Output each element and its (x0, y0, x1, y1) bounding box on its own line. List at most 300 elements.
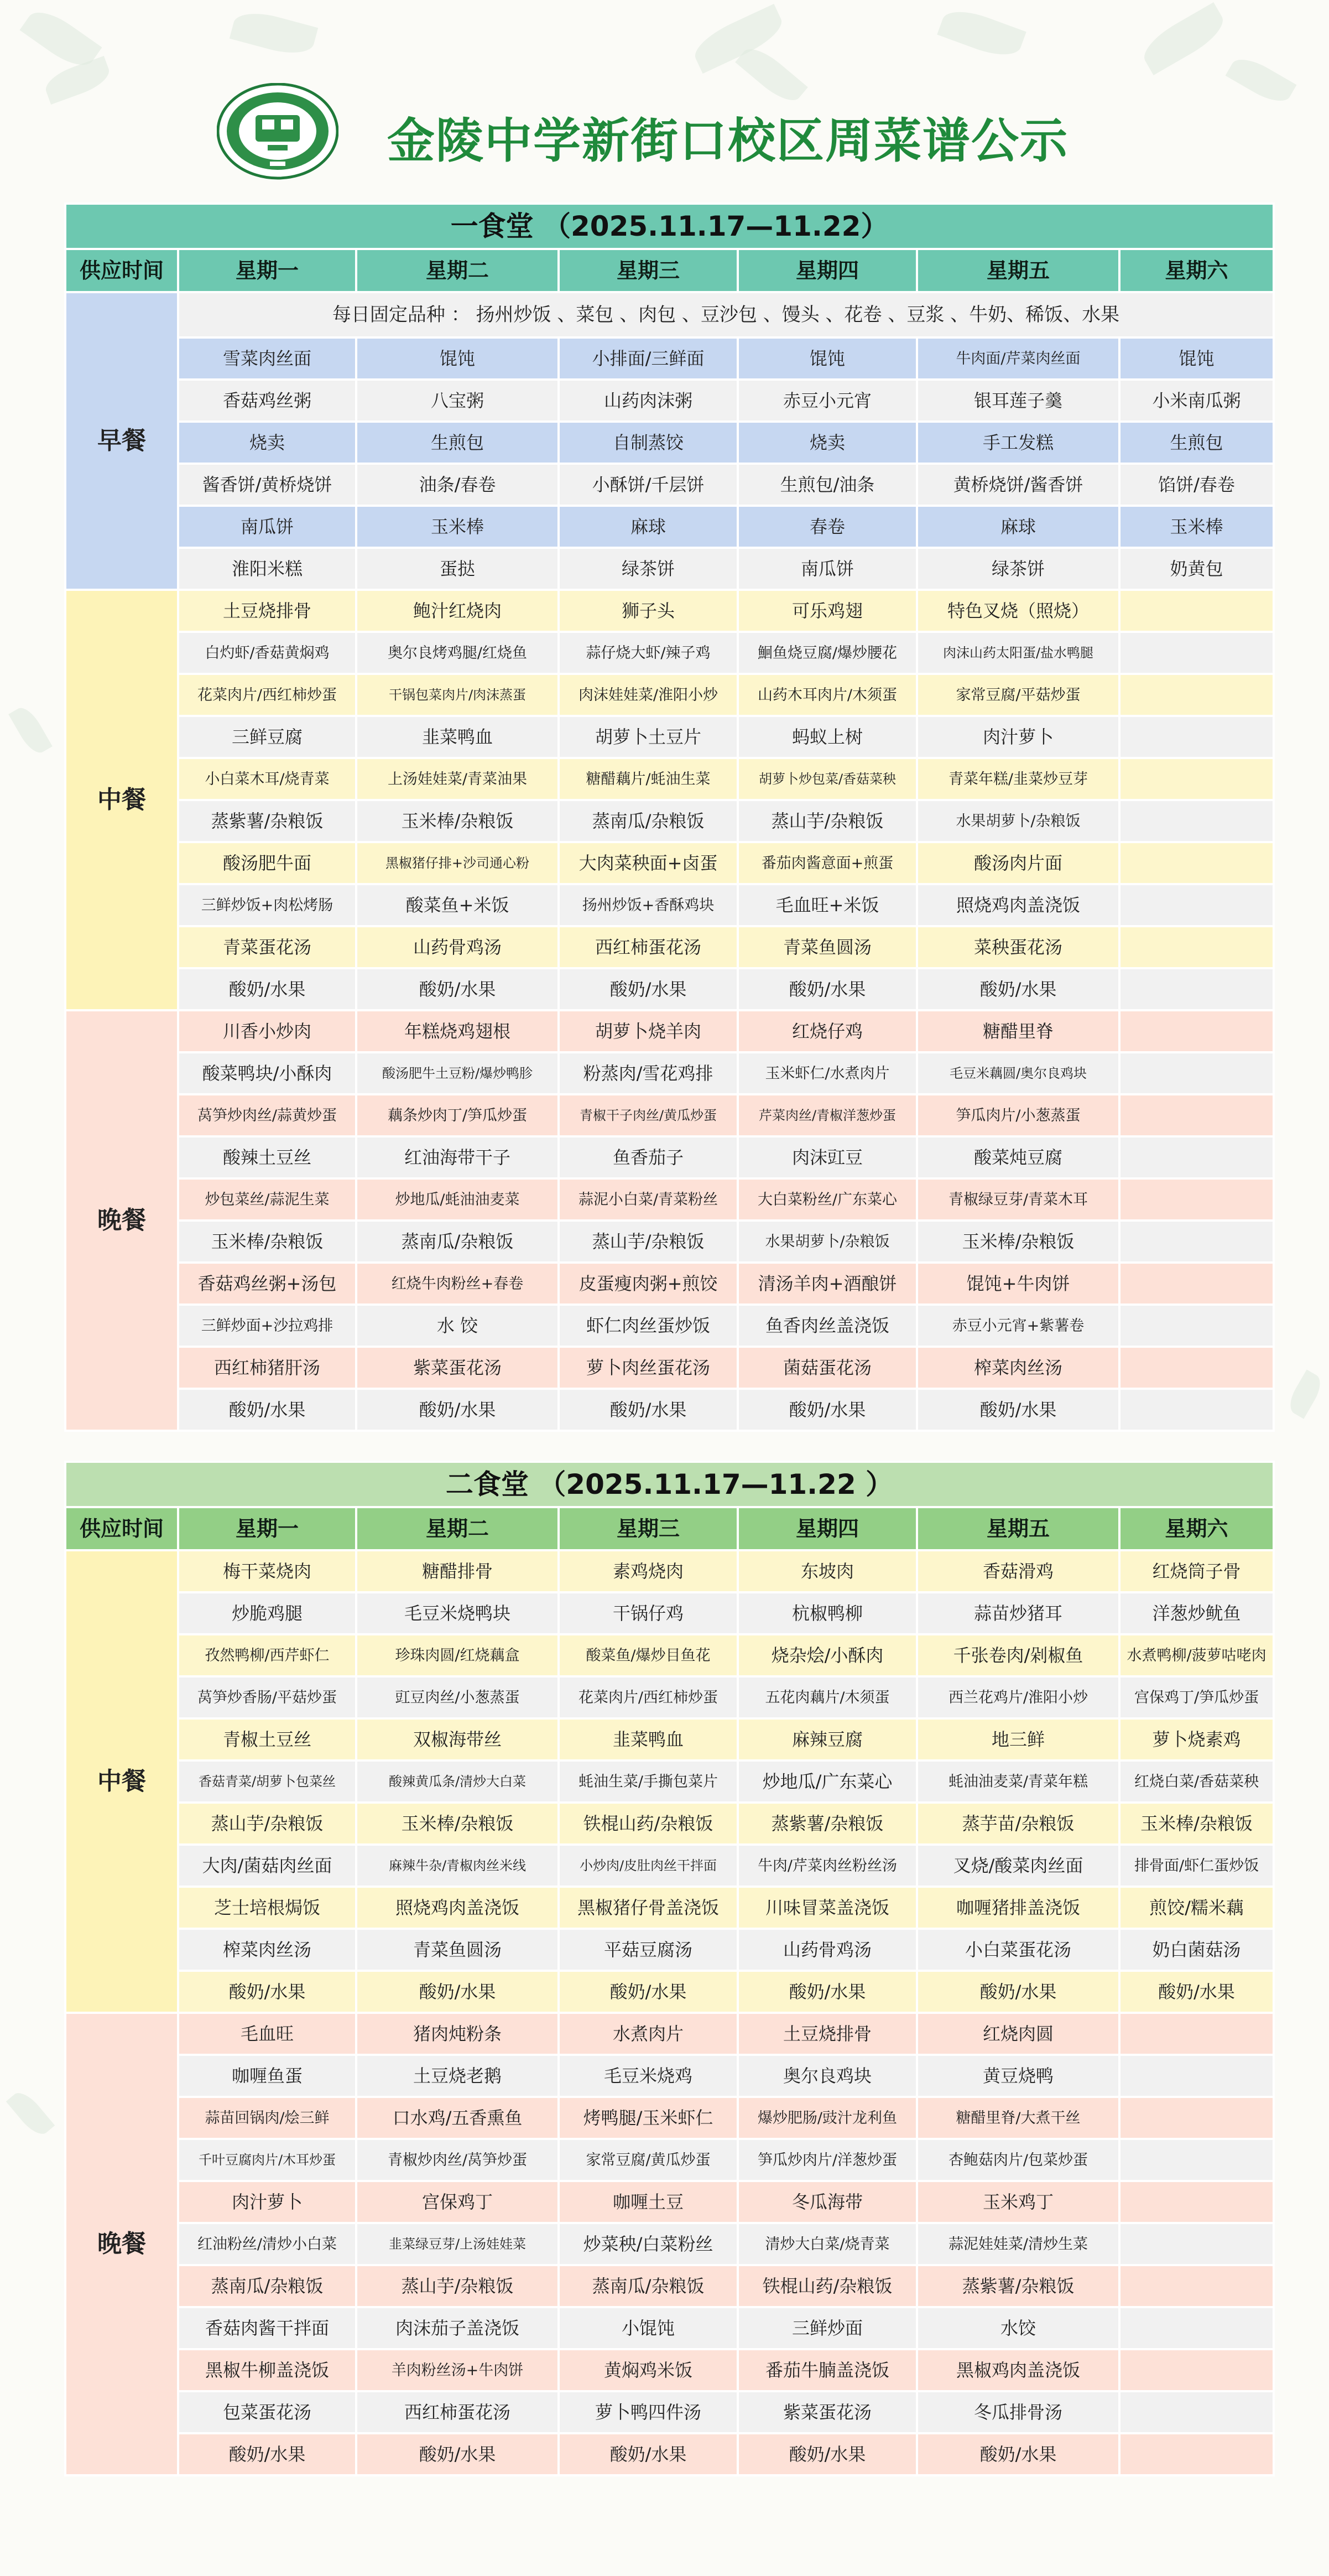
canteen1-lunch-r4-c3: 胡萝卜炒包菜/香菇菜秧 (738, 758, 917, 800)
canteen1-dinner-r2-c4: 笋瓜肉片/小葱蒸蛋 (917, 1094, 1119, 1136)
table-row (65, 2013, 1274, 2055)
canteen1-breakfast-r1-c4: 银耳莲子羹 (917, 380, 1119, 422)
canteen1-dinner-r0-c2: 胡萝卜烧羊肉 (559, 1010, 738, 1052)
canteen1-dinner-r0-c3: 红烧仔鸡 (738, 1010, 917, 1052)
canteen1-dinner-r7-c0: 三鲜炒面+沙拉鸡排 (178, 1305, 356, 1347)
canteen1-breakfast-r3-c3: 生煎包/油条 (738, 464, 917, 506)
canteen2-lunch-label: 中餐 (65, 1550, 178, 2013)
table-row (65, 1178, 1274, 1221)
canteen2-dinner-r8-c1: 羊肉粉丝汤+牛肉饼 (356, 2349, 559, 2391)
canteen2-dinner-r9-c2: 萝卜鸭四件汤 (559, 2391, 738, 2433)
canteen2-lunch-r4-c4: 地三鲜 (917, 1718, 1119, 1760)
canteen1-breakfast-r5-c3: 南瓜饼 (738, 548, 917, 590)
canteen1-dinner-r8-c4: 榨菜肉丝汤 (917, 1347, 1119, 1389)
canteen2-lunch-r0-c1: 糖醋排骨 (356, 1550, 559, 1592)
canteen2-lunch-r2-c2: 酸菜鱼/爆炒目鱼花 (559, 1634, 738, 1676)
canteen1-breakfast-r3-c5: 馅饼/春卷 (1119, 464, 1274, 506)
canteen2-lunch-r9-c3: 山药骨鸡汤 (738, 1929, 917, 1971)
canteen2-dinner-r7-c0: 香菇肉酱干拌面 (178, 2307, 356, 2349)
canteen2-dinner-r4-c3: 冬瓜海带 (738, 2181, 917, 2223)
canteen2-dinner-r5-c3: 清炒大白菜/烧青菜 (738, 2223, 917, 2265)
canteen2-menu-table (64, 1461, 1275, 2476)
canteen1-lunch-r3-c0: 三鲜豆腐 (178, 716, 356, 758)
table-row (65, 1971, 1274, 2013)
canteen1-dinner-r4-c5 (1119, 1178, 1274, 1221)
canteen1-dinner-r2-c1: 藕条炒肉丁/笋瓜炒蛋 (356, 1094, 559, 1136)
canteen1-dinner-r6-c2: 皮蛋瘦肉粥+煎饺 (559, 1263, 738, 1305)
canteen2-title: 二食堂 （2025.11.17—11.22 ） (65, 1462, 1274, 1507)
canteen1-lunch-r7-c5 (1119, 884, 1274, 926)
canteen1-lunch-r8-c4: 菜秧蛋花汤 (917, 926, 1119, 968)
canteen2-dinner-r0-c3: 土豆烧排骨 (738, 2013, 917, 2055)
canteen2-dinner-r3-c5 (1119, 2139, 1274, 2181)
table-row (65, 1347, 1274, 1389)
table-row (65, 674, 1274, 716)
canteen2-lunch-r0-c5: 红烧筒子骨 (1119, 1550, 1274, 1592)
canteen2-lunch-r7-c1: 麻辣牛杂/青椒肉丝米线 (356, 1845, 559, 1887)
canteen1-lunch-r0-c2: 狮子头 (559, 590, 738, 632)
canteen1-dinner-r0-c4: 糖醋里脊 (917, 1010, 1119, 1052)
canteen1-dinner-r1-c5 (1119, 1052, 1274, 1094)
canteen1-lunch-r2-c5 (1119, 674, 1274, 716)
canteen1-header-6: 星期六 (1119, 249, 1274, 292)
canteen1-breakfast-r1-c5: 小米南瓜粥 (1119, 380, 1274, 422)
canteen1-lunch-r4-c1: 上汤娃娃菜/青菜油果 (356, 758, 559, 800)
canteen1-lunch-r0-c4: 特色叉烧（照烧） (917, 590, 1119, 632)
table-row (65, 926, 1274, 968)
table-row (65, 2097, 1274, 2139)
canteen1-header-1: 星期一 (178, 249, 356, 292)
canteen2-lunch-r9-c2: 平菇豆腐汤 (559, 1929, 738, 1971)
canteen1-dinner-r8-c2: 萝卜肉丝蛋花汤 (559, 1347, 738, 1389)
table-row (65, 2181, 1274, 2223)
canteen2-lunch-r8-c1: 照烧鸡肉盖浇饭 (356, 1887, 559, 1929)
canteen2-lunch-r6-c0: 蒸山芋/杂粮饭 (178, 1803, 356, 1845)
canteen1-menu-table (64, 202, 1275, 1432)
table-row (65, 842, 1274, 884)
canteen2-dinner-r1-c5 (1119, 2055, 1274, 2097)
canteen1-breakfast-r1-c3: 赤豆小元宵 (738, 380, 917, 422)
canteen2-lunch-r7-c0: 大肉/菌菇肉丝面 (178, 1845, 356, 1887)
canteen1-dinner-r6-c4: 馄饨+牛肉饼 (917, 1263, 1119, 1305)
canteen1-dinner-r1-c2: 粉蒸肉/雪花鸡排 (559, 1052, 738, 1094)
canteen1-dinner-r9-c3: 酸奶/水果 (738, 1389, 917, 1431)
canteen1-dinner-r3-c1: 红油海带干子 (356, 1136, 559, 1178)
canteen2-lunch-r1-c3: 杭椒鸭柳 (738, 1592, 917, 1634)
canteen1-dinner-r0-c0: 川香小炒肉 (178, 1010, 356, 1052)
canteen1-lunch-r5-c4: 水果胡萝卜/杂粮饭 (917, 800, 1119, 842)
canteen2-lunch-r5-c3: 炒地瓜/广东菜心 (738, 1760, 917, 1803)
canteen1-lunch-r3-c5 (1119, 716, 1274, 758)
canteen2-dinner-r3-c3: 笋瓜炒肉片/洋葱炒蛋 (738, 2139, 917, 2181)
canteen1-dinner-r2-c3: 芹菜肉丝/青椒洋葱炒蛋 (738, 1094, 917, 1136)
canteen1-breakfast-r3-c2: 小酥饼/千层饼 (559, 464, 738, 506)
canteen1-dinner-r1-c3: 玉米虾仁/水煮肉片 (738, 1052, 917, 1094)
canteen1-dinner-r9-c5 (1119, 1389, 1274, 1431)
canteen1-dinner-r5-c3: 水果胡萝卜/杂粮饭 (738, 1221, 917, 1263)
canteen1-dinner-r6-c3: 清汤羊肉+酒酿饼 (738, 1263, 917, 1305)
canteen2-lunch-r0-c0: 梅干菜烧肉 (178, 1550, 356, 1592)
table-row (65, 2433, 1274, 2475)
canteen1-dinner-r3-c2: 鱼香茄子 (559, 1136, 738, 1178)
canteen1-lunch-r0-c0: 土豆烧排骨 (178, 590, 356, 632)
canteen2-header-5: 星期五 (917, 1507, 1119, 1550)
canteen2-dinner-r7-c1: 肉沫茄子盖浇饭 (356, 2307, 559, 2349)
canteen1-lunch-r5-c0: 蒸紫薯/杂粮饭 (178, 800, 356, 842)
canteen1-breakfast-r1-c2: 山药肉沫粥 (559, 380, 738, 422)
canteen1-dinner-r2-c5 (1119, 1094, 1274, 1136)
canteen2-dinner-r9-c3: 紫菜蛋花汤 (738, 2391, 917, 2433)
canteen2-lunch-r4-c0: 青椒土豆丝 (178, 1718, 356, 1760)
canteen2-dinner-r2-c0: 蒜苗回锅肉/烩三鲜 (178, 2097, 356, 2139)
canteen2-header-6: 星期六 (1119, 1507, 1274, 1550)
canteen1-breakfast-r2-c1: 生煎包 (356, 422, 559, 464)
table-row (65, 1845, 1274, 1887)
canteen1-breakfast-r4-c5: 玉米棒 (1119, 506, 1274, 548)
canteen1-lunch-r2-c0: 花菜肉片/西红柿炒蛋 (178, 674, 356, 716)
canteen1-breakfast-r5-c0: 淮阳米糕 (178, 548, 356, 590)
canteen2-dinner-r1-c2: 毛豆米烧鸡 (559, 2055, 738, 2097)
canteen2-lunch-r1-c2: 干锅仔鸡 (559, 1592, 738, 1634)
canteen1-lunch-r0-c3: 可乐鸡翅 (738, 590, 917, 632)
canteen2-lunch-r4-c3: 麻辣豆腐 (738, 1718, 917, 1760)
canteen2-lunch-r0-c4: 香菇滑鸡 (917, 1550, 1119, 1592)
canteen2-lunch-r1-c4: 蒜苗炒猪耳 (917, 1592, 1119, 1634)
canteen1-lunch-r3-c3: 蚂蚁上树 (738, 716, 917, 758)
canteen2-dinner-r5-c0: 红油粉丝/清炒小白菜 (178, 2223, 356, 2265)
canteen1-lunch-r7-c1: 酸菜鱼+米饭 (356, 884, 559, 926)
canteen1-dinner-label: 晚餐 (65, 1010, 178, 1431)
canteen1-lunch-r1-c5 (1119, 632, 1274, 674)
canteen1-lunch-r7-c0: 三鲜炒饭+肉松烤肠 (178, 884, 356, 926)
canteen1-dinner-r8-c1: 紫菜蛋花汤 (356, 1347, 559, 1389)
canteen2-lunch-r3-c5: 宫保鸡丁/笋瓜炒蛋 (1119, 1676, 1274, 1718)
canteen1-dinner-r1-c0: 酸菜鸭块/小酥肉 (178, 1052, 356, 1094)
canteen2-dinner-r10-c0: 酸奶/水果 (178, 2433, 356, 2475)
canteen1-lunch-r5-c5 (1119, 800, 1274, 842)
canteen2-lunch-r8-c0: 芝士培根焗饭 (178, 1887, 356, 1929)
canteen1-dinner-r2-c2: 青椒干子肉丝/黄瓜炒蛋 (559, 1094, 738, 1136)
canteen1-dinner-r3-c0: 酸辣土豆丝 (178, 1136, 356, 1178)
canteen2-dinner-r6-c0: 蒸南瓜/杂粮饭 (178, 2265, 356, 2307)
canteen1-dinner-r1-c4: 毛豆米藕圆/奥尔良鸡块 (917, 1052, 1119, 1094)
canteen1-lunch-r7-c4: 照烧鸡肉盖浇饭 (917, 884, 1119, 926)
table-row (65, 1887, 1274, 1929)
table-row (65, 716, 1274, 758)
canteen1-title: 一食堂 （2025.11.17—11.22） (65, 204, 1274, 249)
canteen2-lunch-r4-c2: 韭菜鸭血 (559, 1718, 738, 1760)
table-row (65, 2139, 1274, 2181)
canteen1-lunch-r4-c4: 青菜年糕/韭菜炒豆芽 (917, 758, 1119, 800)
table-row (65, 1676, 1274, 1718)
canteen1-breakfast-r4-c1: 玉米棒 (356, 506, 559, 548)
canteen2-lunch-r7-c3: 牛肉/芹菜肉丝粉丝汤 (738, 1845, 917, 1887)
canteen2-lunch-r3-c0: 莴笋炒香肠/平菇炒蛋 (178, 1676, 356, 1718)
canteen1-lunch-r5-c1: 玉米棒/杂粮饭 (356, 800, 559, 842)
canteen2-lunch-r9-c0: 榨菜肉丝汤 (178, 1929, 356, 1971)
canteen1-dinner-r4-c0: 炒包菜丝/蒜泥生菜 (178, 1178, 356, 1221)
canteen2-lunch-r8-c4: 咖喱猪排盖浇饭 (917, 1887, 1119, 1929)
table-row (65, 548, 1274, 590)
canteen1-lunch-r9-c4: 酸奶/水果 (917, 968, 1119, 1010)
canteen1-dinner-r1-c1: 酸汤肥牛土豆粉/爆炒鸭胗 (356, 1052, 559, 1094)
table-row (65, 1929, 1274, 1971)
canteen2-dinner-r4-c0: 肉汁萝卜 (178, 2181, 356, 2223)
canteen2-lunch-r1-c1: 毛豆米烧鸭块 (356, 1592, 559, 1634)
canteen2-header-4: 星期四 (738, 1507, 917, 1550)
canteen2-dinner-r7-c4: 水饺 (917, 2307, 1119, 2349)
canteen1-dinner-r5-c4: 玉米棒/杂粮饭 (917, 1221, 1119, 1263)
canteen1-dinner-r5-c0: 玉米棒/杂粮饭 (178, 1221, 356, 1263)
canteen1-lunch-r9-c1: 酸奶/水果 (356, 968, 559, 1010)
canteen2-dinner-r1-c4: 黄豆烧鸭 (917, 2055, 1119, 2097)
canteen2-lunch-r9-c4: 小白菜蛋花汤 (917, 1929, 1119, 1971)
canteen2-dinner-r7-c2: 小馄饨 (559, 2307, 738, 2349)
canteen2-header-0: 供应时间 (65, 1507, 178, 1550)
canteen2-lunch-r6-c3: 蒸紫薯/杂粮饭 (738, 1803, 917, 1845)
canteen1-dinner-r7-c4: 赤豆小元宵+紫薯卷 (917, 1305, 1119, 1347)
table-row (65, 2307, 1274, 2349)
canteen1-lunch-r4-c2: 糖醋藕片/蚝油生菜 (559, 758, 738, 800)
canteen2-dinner-r4-c1: 宫保鸡丁 (356, 2181, 559, 2223)
table-row (65, 506, 1274, 548)
canteen1-breakfast-label: 早餐 (65, 292, 178, 590)
canteen1-dinner-r4-c1: 炒地瓜/蚝油油麦菜 (356, 1178, 559, 1221)
canteen1-breakfast-r0-c2: 小排面/三鲜面 (559, 337, 738, 380)
table-row (65, 1010, 1274, 1052)
canteen1-lunch-r9-c2: 酸奶/水果 (559, 968, 738, 1010)
canteen2-dinner-r3-c4: 杏鲍菇肉片/包菜炒蛋 (917, 2139, 1119, 2181)
canteen1-lunch-r6-c2: 大肉菜秧面+卤蛋 (559, 842, 738, 884)
canteen1-lunch-r5-c3: 蒸山芋/杂粮饭 (738, 800, 917, 842)
canteen2-lunch-r5-c0: 香菇青菜/胡萝卜包菜丝 (178, 1760, 356, 1803)
canteen2-lunch-r7-c2: 小炒肉/皮肚肉丝干拌面 (559, 1845, 738, 1887)
canteen1-breakfast-fixed-items: 每日固定品种 ： 扬州炒饭 、菜包 、肉包 、豆沙包 、馒头 、花卷 、豆浆 、牛奶、稀饭、水果 (178, 292, 1274, 337)
canteen1-lunch-r2-c2: 肉沫娃娃菜/淮阳小炒 (559, 674, 738, 716)
canteen1-lunch-r1-c0: 白灼虾/香菇黄焖鸡 (178, 632, 356, 674)
table-row (65, 380, 1274, 422)
canteen2-dinner-r10-c2: 酸奶/水果 (559, 2433, 738, 2475)
canteen1-lunch-r6-c4: 酸汤肉片面 (917, 842, 1119, 884)
canteen2-lunch-r2-c0: 孜然鸭柳/西芹虾仁 (178, 1634, 356, 1676)
canteen2-dinner-r4-c4: 玉米鸡丁 (917, 2181, 1119, 2223)
canteen2-dinner-r7-c3: 三鲜炒面 (738, 2307, 917, 2349)
table-row (65, 884, 1274, 926)
canteen2-dinner-r1-c0: 咖喱鱼蛋 (178, 2055, 356, 2097)
canteen2-dinner-r4-c5 (1119, 2181, 1274, 2223)
canteen2-dinner-r3-c1: 青椒炒肉丝/莴笋炒蛋 (356, 2139, 559, 2181)
table-row (65, 968, 1274, 1010)
canteen1-dinner-r4-c3: 大白菜粉丝/广东菜心 (738, 1178, 917, 1221)
canteen2-lunch-r6-c5: 玉米棒/杂粮饭 (1119, 1803, 1274, 1845)
canteen1-lunch-r9-c5 (1119, 968, 1274, 1010)
canteen1-dinner-r3-c4: 酸菜炖豆腐 (917, 1136, 1119, 1178)
canteen2-dinner-r9-c0: 包菜蛋花汤 (178, 2391, 356, 2433)
canteen2-dinner-r3-c0: 千叶豆腐肉片/木耳炒蛋 (178, 2139, 356, 2181)
canteen2-lunch-r8-c3: 川味冒菜盖浇饭 (738, 1887, 917, 1929)
canteen2-dinner-r6-c3: 铁棍山药/杂粮饭 (738, 2265, 917, 2307)
canteen1-dinner-r4-c2: 蒜泥小白菜/青菜粉丝 (559, 1178, 738, 1221)
canteen1-lunch-r6-c0: 酸汤肥牛面 (178, 842, 356, 884)
canteen1-dinner-r8-c0: 西红柿猪肝汤 (178, 1347, 356, 1389)
canteen2-lunch-r8-c5: 煎饺/糯米藕 (1119, 1887, 1274, 1929)
canteen1-dinner-r6-c1: 红烧牛肉粉丝+春卷 (356, 1263, 559, 1305)
canteen1-lunch-label: 中餐 (65, 590, 178, 1010)
canteen1-breakfast-r2-c5: 生煎包 (1119, 422, 1274, 464)
table-row (65, 2055, 1274, 2097)
canteen1-breakfast-r4-c3: 春卷 (738, 506, 917, 548)
canteen1-breakfast-r0-c0: 雪菜肉丝面 (178, 337, 356, 380)
canteen1-lunch-r8-c0: 青菜蛋花汤 (178, 926, 356, 968)
canteen1-lunch-r2-c1: 干锅包菜肉片/肉沫蒸蛋 (356, 674, 559, 716)
canteen1-lunch-r1-c2: 蒜仔烧大虾/辣子鸡 (559, 632, 738, 674)
canteen2-header-2: 星期二 (356, 1507, 559, 1550)
canteen1-breakfast-r4-c2: 麻球 (559, 506, 738, 548)
table-row (65, 632, 1274, 674)
canteen2-dinner-r5-c4: 蒜泥娃娃菜/清炒生菜 (917, 2223, 1119, 2265)
canteen2-dinner-r9-c1: 西红柿蛋花汤 (356, 2391, 559, 2433)
canteen1-header-3: 星期三 (559, 249, 738, 292)
canteen1-dinner-r0-c1: 年糕烧鸡翅根 (356, 1010, 559, 1052)
canteen2-lunch-r5-c5: 红烧白菜/香菇菜秧 (1119, 1760, 1274, 1803)
canteen1-breakfast-r0-c3: 馄饨 (738, 337, 917, 380)
canteen1-dinner-r9-c0: 酸奶/水果 (178, 1389, 356, 1431)
canteen2-dinner-r6-c5 (1119, 2265, 1274, 2307)
canteen1-breakfast-r0-c4: 牛肉面/芹菜肉丝面 (917, 337, 1119, 380)
canteen2-dinner-r1-c1: 土豆烧老鹅 (356, 2055, 559, 2097)
table-row (65, 1718, 1274, 1760)
canteen1-header-4: 星期四 (738, 249, 917, 292)
canteen1-dinner-r7-c3: 鱼香肉丝盖浇饭 (738, 1305, 917, 1347)
table-row (65, 1305, 1274, 1347)
canteen1-breakfast-r5-c2: 绿茶饼 (559, 548, 738, 590)
canteen2-dinner-r1-c3: 奥尔良鸡块 (738, 2055, 917, 2097)
table-row (65, 1389, 1274, 1431)
table-row (65, 1052, 1274, 1094)
canteen2-lunch-r10-c3: 酸奶/水果 (738, 1971, 917, 2013)
canteen2-dinner-r10-c5 (1119, 2433, 1274, 2475)
table-row (65, 2349, 1274, 2391)
canteen1-lunch-r8-c1: 山药骨鸡汤 (356, 926, 559, 968)
canteen2-lunch-r3-c3: 五花肉藕片/木须蛋 (738, 1676, 917, 1718)
canteen2-lunch-r7-c5: 排骨面/虾仁蛋炒饭 (1119, 1845, 1274, 1887)
canteen2-lunch-r5-c2: 蚝油生菜/手撕包菜片 (559, 1760, 738, 1803)
table-row (65, 2391, 1274, 2433)
canteen1-lunch-r1-c3: 鮰鱼烧豆腐/爆炒腰花 (738, 632, 917, 674)
canteen1-breakfast-r3-c4: 黄桥烧饼/酱香饼 (917, 464, 1119, 506)
canteen1-dinner-r7-c5 (1119, 1305, 1274, 1347)
canteen1-dinner-r4-c4: 青椒绿豆芽/青菜木耳 (917, 1178, 1119, 1221)
canteen2-lunch-r6-c4: 蒸芋苗/杂粮饭 (917, 1803, 1119, 1845)
canteen1-breakfast-r1-c0: 香菇鸡丝粥 (178, 380, 356, 422)
canteen1-lunch-r3-c2: 胡萝卜土豆片 (559, 716, 738, 758)
canteen2-dinner-r5-c1: 韭菜绿豆芽/上汤娃娃菜 (356, 2223, 559, 2265)
canteen2-dinner-r8-c5 (1119, 2349, 1274, 2391)
canteen1-lunch-r6-c1: 黑椒猪仔排+沙司通心粉 (356, 842, 559, 884)
canteen2-dinner-r3-c2: 家常豆腐/黄瓜炒蛋 (559, 2139, 738, 2181)
canteen1-lunch-r1-c4: 肉沫山药太阳蛋/盐水鸭腿 (917, 632, 1119, 674)
canteen2-lunch-r8-c2: 黑椒猪仔骨盖浇饭 (559, 1887, 738, 1929)
canteen1-lunch-r3-c1: 韭菜鸭血 (356, 716, 559, 758)
canteen1-breakfast-r2-c4: 手工发糕 (917, 422, 1119, 464)
canteen1-breakfast-r0-c5: 馄饨 (1119, 337, 1274, 380)
canteen2-dinner-r8-c0: 黑椒牛柳盖浇饭 (178, 2349, 356, 2391)
canteen2-dinner-r10-c1: 酸奶/水果 (356, 2433, 559, 2475)
canteen1-dinner-r8-c3: 菌菇蛋花汤 (738, 1347, 917, 1389)
canteen1-lunch-r1-c1: 奥尔良烤鸡腿/红烧鱼 (356, 632, 559, 674)
canteen1-header-0: 供应时间 (65, 249, 178, 292)
canteen2-dinner-r10-c3: 酸奶/水果 (738, 2433, 917, 2475)
canteen1-header-2: 星期二 (356, 249, 559, 292)
table-row (65, 590, 1274, 632)
canteen1-lunch-r3-c4: 肉汁萝卜 (917, 716, 1119, 758)
canteen2-dinner-r0-c4: 红烧肉圆 (917, 2013, 1119, 2055)
canteen1-breakfast-r5-c1: 蛋挞 (356, 548, 559, 590)
canteen2-lunch-r2-c1: 珍珠肉圆/红烧藕盒 (356, 1634, 559, 1676)
canteen2-header-1: 星期一 (178, 1507, 356, 1550)
table-row (65, 1094, 1274, 1136)
canteen2-dinner-label: 晚餐 (65, 2013, 178, 2475)
canteen1-breakfast-r2-c3: 烧卖 (738, 422, 917, 464)
canteen1-breakfast-r3-c0: 酱香饼/黄桥烧饼 (178, 464, 356, 506)
canteen2-lunch-r10-c4: 酸奶/水果 (917, 1971, 1119, 2013)
canteen2-lunch-r6-c1: 玉米棒/杂粮饭 (356, 1803, 559, 1845)
canteen1-lunch-r2-c3: 山药木耳肉片/木须蛋 (738, 674, 917, 716)
canteen2-dinner-r2-c3: 爆炒肥肠/豉汁龙利鱼 (738, 2097, 917, 2139)
canteen2-dinner-r0-c0: 毛血旺 (178, 2013, 356, 2055)
canteen1-lunch-r8-c2: 西红柿蛋花汤 (559, 926, 738, 968)
canteen1-dinner-r3-c3: 肉沫豇豆 (738, 1136, 917, 1178)
canteen2-lunch-r7-c4: 叉烧/酸菜肉丝面 (917, 1845, 1119, 1887)
school-logo (217, 83, 338, 180)
table-row (65, 2265, 1274, 2307)
canteen1-lunch-r9-c3: 酸奶/水果 (738, 968, 917, 1010)
table-row (65, 800, 1274, 842)
table-row (65, 1760, 1274, 1803)
canteen1-breakfast-r5-c4: 绿茶饼 (917, 548, 1119, 590)
table-row (65, 2223, 1274, 2265)
canteen1-dinner-r5-c1: 蒸南瓜/杂粮饭 (356, 1221, 559, 1263)
canteen2-dinner-r0-c5 (1119, 2013, 1274, 2055)
canteen1-lunch-r9-c0: 酸奶/水果 (178, 968, 356, 1010)
canteen2-header-3: 星期三 (559, 1507, 738, 1550)
canteen1-dinner-r8-c5 (1119, 1347, 1274, 1389)
canteen2-dinner-r8-c4: 黑椒鸡肉盖浇饭 (917, 2349, 1119, 2391)
canteen2-lunch-r3-c1: 豇豆肉丝/小葱蒸蛋 (356, 1676, 559, 1718)
canteen2-lunch-r2-c5: 水煮鸭柳/菠萝咕咾肉 (1119, 1634, 1274, 1676)
canteen1-lunch-r5-c2: 蒸南瓜/杂粮饭 (559, 800, 738, 842)
canteen2-dinner-r5-c2: 炒菜秧/白菜粉丝 (559, 2223, 738, 2265)
canteen1-lunch-r0-c5 (1119, 590, 1274, 632)
canteen2-dinner-r5-c5 (1119, 2223, 1274, 2265)
canteen1-lunch-r7-c2: 扬州炒饭+香酥鸡块 (559, 884, 738, 926)
canteen1-breakfast-r0-c1: 馄饨 (356, 337, 559, 380)
page-title: 金陵中学新街口校区周菜谱公示 (387, 113, 1069, 169)
canteen1-lunch-r7-c3: 毛血旺+米饭 (738, 884, 917, 926)
canteen1-dinner-r7-c1: 水 饺 (356, 1305, 559, 1347)
table-row (65, 464, 1274, 506)
canteen2-lunch-r0-c2: 素鸡烧肉 (559, 1550, 738, 1592)
canteen2-lunch-r4-c1: 双椒海带丝 (356, 1718, 559, 1760)
canteen1-dinner-r5-c5 (1119, 1221, 1274, 1263)
canteen2-lunch-r2-c3: 烧杂烩/小酥肉 (738, 1634, 917, 1676)
canteen2-dinner-r9-c5 (1119, 2391, 1274, 2433)
canteen1-dinner-r5-c2: 蒸山芋/杂粮饭 (559, 1221, 738, 1263)
canteen1-dinner-r6-c5 (1119, 1263, 1274, 1305)
canteen1-breakfast-r3-c1: 油条/春卷 (356, 464, 559, 506)
canteen2-dinner-r2-c5 (1119, 2097, 1274, 2139)
canteen2-dinner-r6-c1: 蒸山芋/杂粮饭 (356, 2265, 559, 2307)
